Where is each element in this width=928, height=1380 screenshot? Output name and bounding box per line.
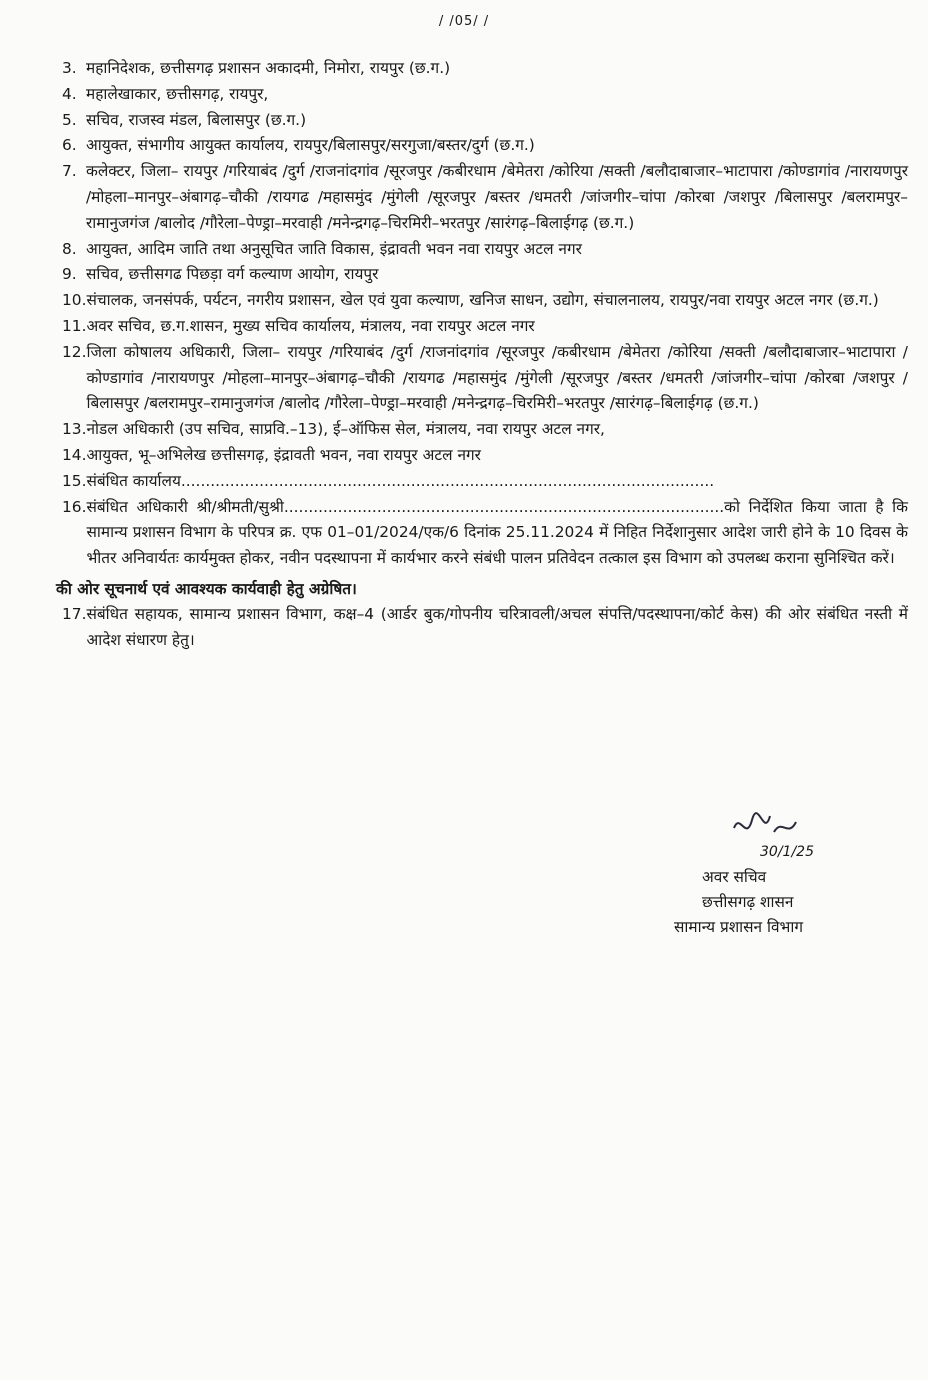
- item-number: 5.: [62, 110, 77, 129]
- item-number: 15.: [62, 471, 87, 490]
- list-item: [62, 133, 908, 159]
- item-text: संबंधित अधिकारी श्री/श्रीमती/सुश्री..........................................................................................को निर्देशित किया जाता है कि सामान्य प्रशासन विभाग के परिपत्र क्र. एफ 01–01/2024/एक/6 दिनांक 25.11.2024 में निहित निर्देशानुसार आदेश जारी होने के 10 दिवस के भीतर अनिवार्यतः कार्यमुक्त होकर, नवीन पदस्थापना में कार्यभार करने संबंधी पालन प्रतिवेदन तत्काल इस विभाग को उपलब्ध कराना सुनिश्चित करें।: [86, 497, 908, 568]
- item-text: संबंधित कार्यालय.............................................................................................................: [86, 471, 715, 490]
- item-text: सचिव, राजस्व मंडल, बिलासपुर (छ.ग.): [86, 110, 307, 129]
- forwarding-line: की ओर सूचनार्थ एवं आवश्यक कार्यवाही हेतु अग्रेषित।: [56, 579, 357, 598]
- item-text: महालेखाकार, छत्तीसगढ़, रायपुर,: [86, 84, 269, 103]
- item-number: 10.: [62, 291, 87, 310]
- item-number: 4.: [62, 84, 77, 103]
- list-item: [62, 340, 908, 417]
- list-item: [62, 262, 908, 288]
- item-number: 3.: [62, 59, 77, 77]
- signatory-government: छत्तीसगढ़ शासन: [702, 893, 794, 911]
- item-text: आयुक्त, भू–अभिलेख छत्तीसगढ़, इंद्रावती भवन, नवा रायपुर अटल नगर: [86, 445, 481, 464]
- list-item: [62, 288, 908, 314]
- item-number: 13.: [62, 420, 87, 439]
- list-item: [62, 314, 908, 340]
- item-number: 9.: [62, 265, 77, 284]
- item-number: 11.: [62, 316, 87, 335]
- list-item: [62, 417, 908, 443]
- item-text: संचालक, जनसंपर्क, पर्यटन, नगरीय प्रशासन, खेल एवं युवा कल्याण, खनिज साधन, उद्योग, संचालनालय, रायपुर/नवा रायपुर अटल नगर (छ.ग.): [86, 291, 879, 310]
- signature-icon: [730, 808, 850, 848]
- list-item: [62, 108, 908, 134]
- signatory-department: सामान्य प्रशासन विभाग: [674, 918, 803, 936]
- item-number: 14.: [62, 445, 87, 464]
- list-item: [62, 443, 908, 469]
- list-item: [62, 469, 908, 495]
- item-text: संबंधित सहायक, सामान्य प्रशासन विभाग, कक्ष–4 (आर्डर बुक/गोपनीय चरित्रावली/अचल संपत्ति/पदस्थापना/कोर्ट केस) की ओर संबंधित नस्ती में आदेश संधारण हेतु।: [86, 604, 908, 649]
- list-item: [62, 237, 908, 263]
- item-text: जिला कोषालय अधिकारी, जिला– रायपुर /गरियाबंद /दुर्ग /राजनांदगांव /सूरजपुर /कबीरधाम /बेमेतरा /कोरिया /सक्ती /बलौदाबाजार–भाटापारा /कोण्डागांव /नारायणपुर /मोहला–मानपुर–अंबागढ़–चौकी /रायगढ /महासमुंद /मुंगेली /सूरजपुर /बस्तर /धमतरी /जांजगीर–चांपा /कोरबा /जशपुर /बिलासपुर /बलरामपुर–रामानुजगंज /बालोद /गौरेला–पेण्ड्रा–मरवाही /मनेन्द्रगढ़–चिरमिरी–भरतपुर /सारंगढ़–बिलाईगढ़ (छ.ग.): [86, 342, 908, 413]
- handwritten-date: 30/1/25: [760, 844, 814, 860]
- item-number: 8.: [62, 239, 77, 258]
- signatory-designation: अवर सचिव: [702, 868, 767, 886]
- list-item: [62, 602, 908, 654]
- item-number: 17.: [62, 604, 87, 623]
- item-number: 6.: [62, 136, 77, 155]
- item-text: आयुक्त, आदिम जाति तथा अनुसूचित जाति विकास, इंद्रावती भवन नवा रायपुर अटल नगर: [86, 239, 582, 258]
- list-item: [62, 159, 908, 236]
- item-text: अवर सचिव, छ.ग.शासन, मुख्य सचिव कार्यालय, मंत्रालय, नवा रायपुर अटल नगर: [86, 316, 535, 335]
- page-number: / /05/ /: [438, 14, 490, 29]
- list-item: [62, 495, 908, 572]
- item-number: 16.: [62, 497, 87, 516]
- item-text: महानिदेशक, छत्तीसगढ़ प्रशासन अकादमी, निमोरा, रायपुर (छ.ग.): [86, 59, 451, 77]
- item-text: आयुक्त, संभागीय आयुक्त कार्यालय, रायपुर/बिलासपुर/सरगुजा/बस्तर/दुर्ग (छ.ग.): [86, 136, 535, 155]
- signature-block: [640, 840, 920, 940]
- item-text: कलेक्टर, जिला– रायपुर /गरियाबंद /दुर्ग /राजनांदगांव /सूरजपुर /कबीरधाम /बेमेतरा /कोरिया /सक्ती /बलौदाबाजार–भाटापारा /कोण्डागांव /नारायणपुर /मोहला–मानपुर–अंबागढ़–चौकी /रायगढ /महासमुंद /मुंगेली /सूरजपुर /बस्तर /धमतरी /जांजगीर–चांपा /कोरबा /जशपुर /बिलासपुर /बलरामपुर–रामानुजगंज /बालोद /गौरेला–पेण्ड्रा–मरवाही /मनेन्द्रगढ़–चिरमिरी–भरतपुर /सारंगढ़–बिलाईगढ़ (छ.ग.): [86, 162, 908, 232]
- list-item: [62, 82, 908, 108]
- item-text: नोडल अधिकारी (उप सचिव, साप्रवि.–13), ई–ऑफिस सेल, मंत्रालय, नवा रायपुर अटल नगर,: [86, 420, 605, 439]
- distribution-list: [56, 56, 908, 654]
- item-text: सचिव, छत्तीसगढ पिछड़ा वर्ग कल्याण आयोग, रायपुर: [86, 265, 379, 284]
- list-item: [62, 56, 908, 82]
- item-number: 7.: [62, 162, 77, 181]
- item-number: 12.: [62, 342, 87, 361]
